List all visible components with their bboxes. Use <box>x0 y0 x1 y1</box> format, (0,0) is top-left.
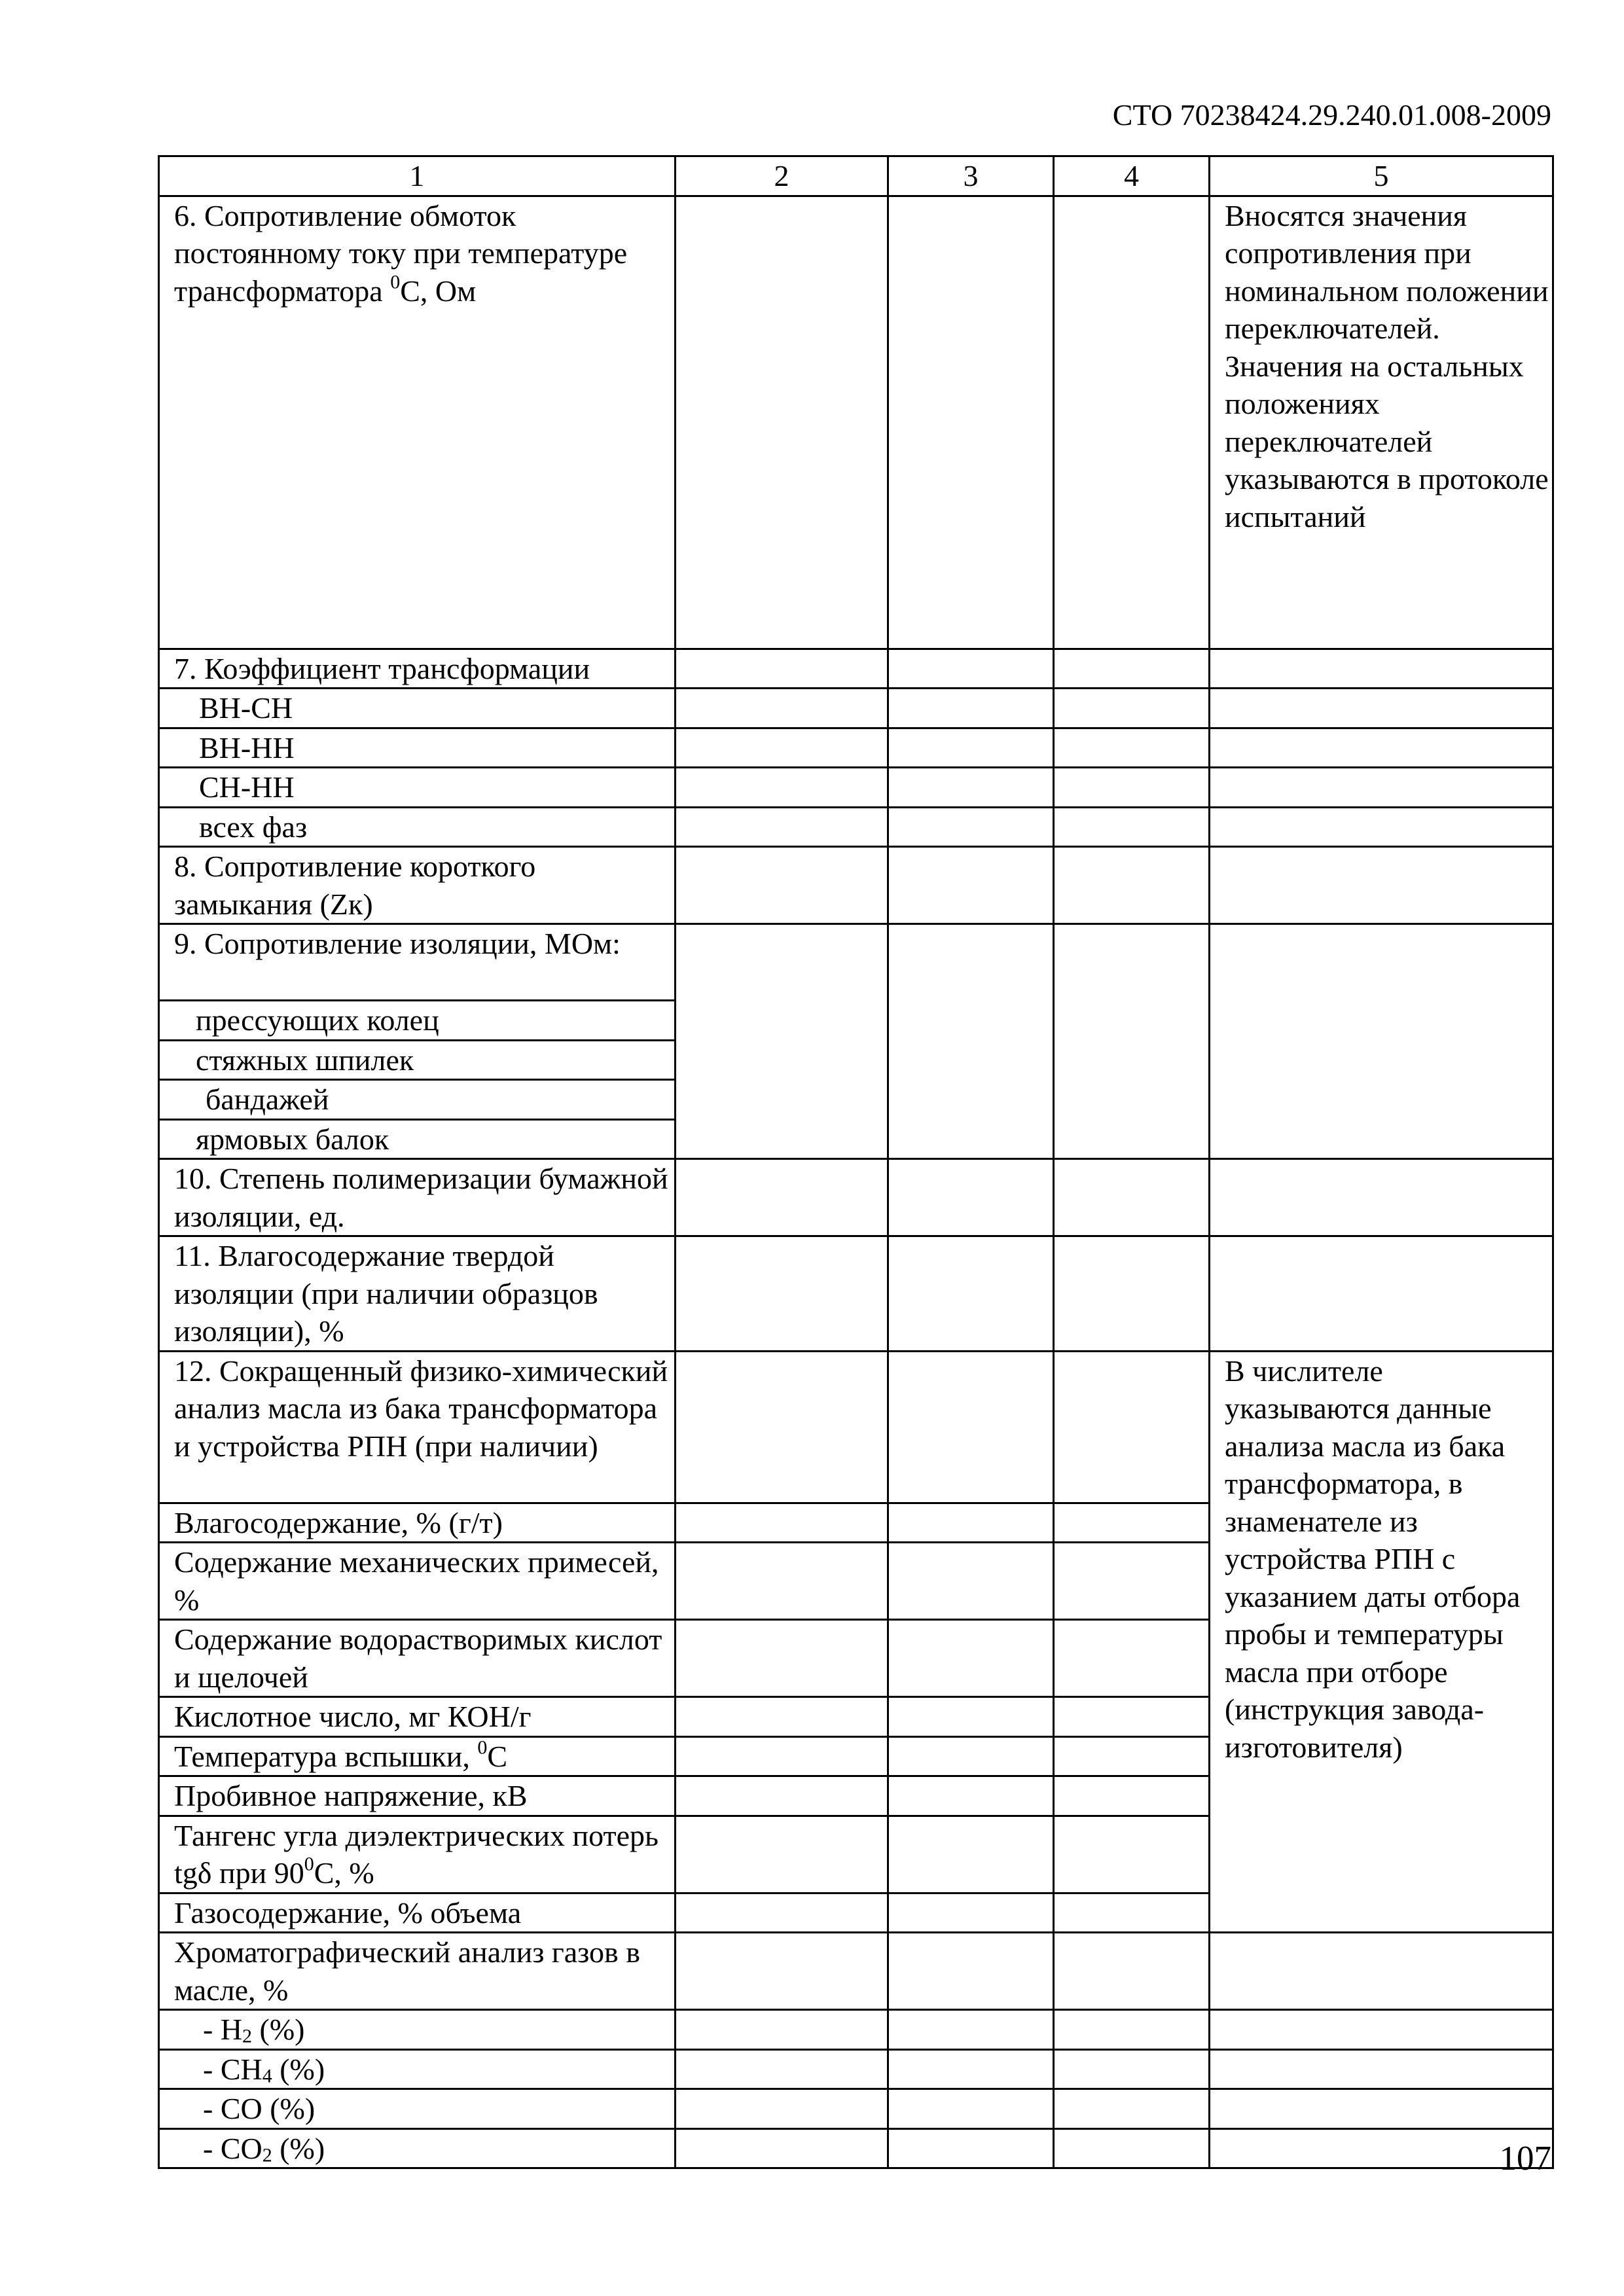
row-label: Газосодержание, % объема <box>159 1893 676 1933</box>
row-label: всех фаз <box>159 807 676 847</box>
column-number-2: 2 <box>676 156 888 196</box>
row-label: Влагосодержание, % (г/т) <box>159 1503 676 1543</box>
column-number-1: 1 <box>159 156 676 196</box>
table-row <box>159 847 1553 924</box>
row-label: СН-НН <box>159 768 676 808</box>
row-label: прессующих колец <box>159 1001 676 1041</box>
document-code: СТО 70238424.29.240.01.008-2009 <box>1112 98 1551 132</box>
row-label: стяжных шпилек <box>159 1040 676 1080</box>
row-label: - CO (%) <box>159 2089 676 2129</box>
test-results-table <box>158 155 1554 2169</box>
row-label: Температура вспышки, $^0$С <box>159 1736 676 1776</box>
note-cell <box>1210 924 1553 1159</box>
table-row <box>159 2049 1553 2089</box>
table-row <box>159 1159 1553 1236</box>
table-row <box>159 1351 1553 1503</box>
table-row <box>159 1236 1553 1352</box>
table-row <box>159 1933 1553 2010</box>
value-cell <box>888 924 1054 1159</box>
column-number-4: 4 <box>1054 156 1210 196</box>
row-label: - $CH_4$ (%) <box>159 2049 676 2089</box>
row-label: 8. Сопротивление короткого замыкания (Zк) <box>159 847 676 924</box>
value-cell <box>1054 196 1210 649</box>
table-row <box>159 2010 1553 2050</box>
row-label: ВН-СН <box>159 689 676 728</box>
row-label: 10. Степень полимеризации бумажной изоляции, ед. <box>159 1159 676 1236</box>
row-label: 7. Коэффициент трансформации <box>159 649 676 689</box>
row-label: Содержание механических примесей, % <box>159 1543 676 1620</box>
table-row <box>159 768 1553 808</box>
note-cell: В числителе указываются данные анализа масла из бака трансформатора, в знаменателе из устройства РПН с указанием даты отбора пробы и температуры масла при отборе (инструкция завода-изготовителя) <box>1210 1351 1553 1933</box>
table-row <box>159 689 1553 728</box>
row-label: 12. Сокращенный физико-химический анализ масла из бака трансформатора и устройства РПН (при наличии) <box>159 1351 676 1503</box>
table-row <box>159 728 1553 768</box>
value-cell <box>676 196 888 649</box>
table-row <box>159 924 1553 1001</box>
row-label: Хроматографический анализ газов в масле, % <box>159 1933 676 2010</box>
column-number-5: 5 <box>1210 156 1553 196</box>
row-label: - $CO_2$ (%) <box>159 2128 676 2168</box>
value-cell <box>676 924 888 1159</box>
row-label: 11. Влагосодержание твердой изоляции (при наличии образцов изоляции), % <box>159 1236 676 1352</box>
note-cell: Вносятся значения сопротивления при номинальном положении переключателей. Значения на остальных положениях переключателей указываются в протоколе испытаний <box>1210 196 1553 649</box>
table-row <box>159 807 1553 847</box>
row-label: 6. Сопротивление обмоток постоянному току при температуре трансформатора $^0$С, Ом <box>159 196 676 649</box>
table-row <box>159 196 1553 649</box>
table-row <box>159 2089 1553 2129</box>
table-row <box>159 2128 1553 2168</box>
row-label: Кислотное число, мг КОН/г <box>159 1697 676 1737</box>
row-label: ВН-НН <box>159 728 676 768</box>
row-label: бандажей <box>159 1080 676 1120</box>
value-cell <box>888 196 1054 649</box>
row-label: Тангенс угла диэлектрических потерь tgδ при $90^0С$, % <box>159 1816 676 1893</box>
column-number-3: 3 <box>888 156 1054 196</box>
value-cell <box>1054 924 1210 1159</box>
row-label: ярмовых балок <box>159 1119 676 1159</box>
row-label: Содержание водорастворимых кислот и щелочей <box>159 1620 676 1697</box>
table-row <box>159 649 1553 689</box>
page-number: 107 <box>1499 2140 1551 2178</box>
row-label: 9. Сопротивление изоляции, МОм: <box>159 924 676 1001</box>
row-label: - $H_2$ (%) <box>159 2010 676 2050</box>
table-header-row <box>159 156 1553 196</box>
row-label: Пробивное напряжение, кВ <box>159 1776 676 1816</box>
